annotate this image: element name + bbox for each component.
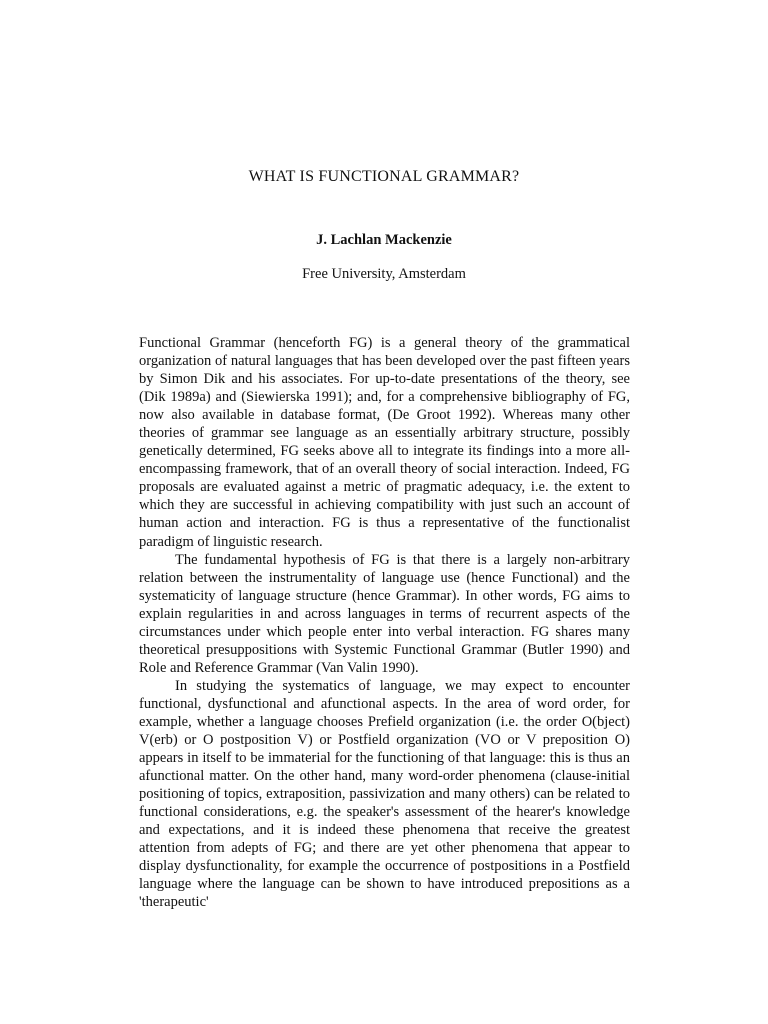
author-affiliation: Free University, Amsterdam — [302, 266, 466, 282]
document-title: WHAT IS FUNCTIONAL GRAMMAR? — [248, 168, 520, 185]
author-name: J. Lachlan Mackenzie — [316, 232, 452, 248]
paragraph: The fundamental hypothesis of FG is that there is a largely non-arbitrary relation between the instrumentality of language use (hence Functional) and the systematicity of language structure (hence Grammar). In other words, FG aims to explain regularities in and across languages in terms of recurrent aspects of the circumstances under which people enter into verbal interaction. FG shares many theoretical presuppositions with Systemic Functional Grammar (Butler 1990) and Role and Reference Grammar (Van Valin 1990). — [139, 551, 630, 676]
paragraph: Functional Grammar (henceforth FG) is a general theory of the grammatical organization of natural languages that has been developed over the past fifteen years by Simon Dik and his associates. For up-to-date presentations of the theory, see (Dik 1989a) and (Siewierska 1991); and, for a comprehensive bibliography of FG, now also available in database format, (De Groot 1992). Whereas many other theories of grammar see language as an essentially arbitrary structure, possibly genetically determined, FG seeks above all to integrate its findings into a more all-encompassing framework, that of an overall theory of social interaction. Indeed, FG proposals are evaluated against a metric of pragmatic adequacy, i.e. the extent to which they are successful in achieving compatibility with just such an account of human action and interaction. FG is thus a representative of the functionalist paradigm of linguistic research. — [139, 335, 630, 550]
paragraph: In studying the systematics of language, we may expect to encounter functional, dysfunctional and afunctional aspects. In the area of word order, for example, whether a language chooses Prefield organization (i.e. the order O(bject) V(erb) or O postposition V) or Postfield organization (VO or V preposition O) appears in itself to be immaterial for the functioning of that language: this is thus an afunctional matter. On the other hand, many word-order phenomena (clause-initial positioning of topics, extraposition, passivization and many others) can be related to functional considerations, e.g. the speaker's assessment of the hearer's knowledge and expectations, and it is indeed these phenomena that receive the greatest attention from adepts of FG; and there are yet other phenomena that appear to display dysfunctionality, for example the occurrence of postpositions in a Postfield language where the language can be shown to have introduced prepositions as a 'therapeutic' — [139, 677, 630, 911]
body-text — [139, 334, 630, 912]
